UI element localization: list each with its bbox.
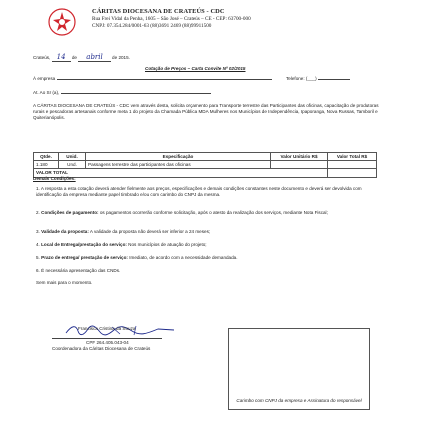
signer-role: Coordenadora da Cáritas Diocesana de Crateús (52, 346, 151, 351)
cell-unid: Und. (59, 161, 86, 169)
col-valor-unitario: Valor Unitário R$ (271, 153, 328, 161)
signer-name: Francisca Cristina da Souza (78, 326, 136, 331)
cell-valor-total (328, 161, 377, 169)
condition-number: 6. (36, 268, 40, 273)
condition-text: A validade da proposta não deverá ser inferior a 24 meses; (88, 229, 211, 234)
condition-text: A resposta a esta cotação deverá atender fielmente aos preços, especificações e demais condições constantes neste documento e deverá ser devolvida com identificação da empresa mediante papel timbrado e/ou com carimbo do CNPJ da mesma. (36, 186, 362, 197)
signature-line (52, 338, 162, 339)
col-qtde: Qtde. (34, 153, 59, 161)
org-address: Rua Frei Vidal da Penha, 1605 – São José – Crateús – CE - CEP: 63700-000 (92, 16, 251, 23)
condition-text: os pagamentos ocorrerão conforme solicitação, após o atesto da realização dos serviços, mediante Nota Fiscal; (98, 210, 328, 215)
date-month: abril (78, 53, 110, 62)
date-day: 14 (52, 53, 71, 62)
condition-item-2 (36, 210, 376, 216)
date-city: Crateús, (33, 55, 51, 60)
condition-text: É necessária apresentação das CNDs. (41, 268, 121, 273)
col-unid: Unid. (59, 153, 86, 161)
condition-item-3 (36, 229, 376, 235)
telefone-field (286, 75, 350, 82)
table-total-row (34, 169, 377, 177)
empresa-field (33, 75, 272, 82)
condition-number: 2. (36, 210, 40, 215)
condition-text: Imediato, de acordo com a necessidade demandada. (127, 255, 238, 260)
empresa-label: À empresa (33, 76, 56, 81)
telefone-blank (318, 75, 350, 80)
condition-item-5 (36, 255, 376, 261)
condition-item-4 (36, 242, 376, 248)
org-cnpj: CNPJ: 07.354.284/0001-63 (88)3691 2469 (88)99911500 (92, 23, 212, 30)
date-year: 2015. (118, 55, 130, 60)
ao-sr-label: At. Ao Sr (a), (33, 90, 60, 95)
condition-number: 5. (36, 255, 40, 260)
condition-item-6 (36, 268, 376, 274)
condition-label: Validade da proposta: (41, 229, 89, 234)
condition-number: 1. (36, 186, 40, 191)
quotation-table (33, 152, 377, 178)
condition-item-1 (36, 186, 376, 197)
signer-cpf: CPF 264.405.043-04 (86, 340, 129, 345)
cell-qtde: 1.180 (34, 161, 59, 169)
empresa-blank (57, 75, 272, 80)
condition-label: Local de Entrega/prestação do serviço: (41, 242, 127, 247)
document-title: Cotação de Preços – Carta Convite Nº 02/2015 (145, 66, 246, 71)
total-value (328, 169, 377, 177)
cell-especificacao: Passagens terrestre das participantes das oficinas (86, 161, 271, 169)
condition-number: 4. (36, 242, 40, 247)
caritas-logo (47, 7, 77, 37)
org-name: CÁRITAS DIOCESANA DE CRATEÚS - CDC (92, 8, 225, 15)
intro-paragraph: A CÁRITAS DIOCESANA DE CRATEÚS - CDC vem através desta, solicita orçamento para Transporte terrestre das Participantes das oficinas, capacitação de produtoras rurais e pescadoras artesanais conforme meta 1 do projeto da Chamada Pública MDA Mulheres nos Municípios de Independência, Ipaporanga, Nova Russas, Tamboril e Quiterianópolis. (33, 103, 379, 120)
total-label: VALOR TOTAL (34, 169, 328, 177)
stamp-box (228, 328, 370, 410)
table-row (34, 161, 377, 169)
col-especificacao: Especificação (86, 153, 271, 161)
col-valor-total: Valor Total R$ (328, 153, 377, 161)
date-de-2: de (112, 55, 118, 60)
condition-label: Prazo de entrega/ prestação de serviço: (41, 255, 128, 260)
conditions-heading: Demais Condições: (33, 176, 76, 181)
condition-number: 3. (36, 229, 40, 234)
letterhead (92, 8, 412, 29)
table-header-row (34, 153, 377, 161)
telefone-label: Telefone: (___) (286, 76, 317, 81)
cell-valor-unitario (271, 161, 328, 169)
stamp-caption: Carimbo com CNPJ da empresa e Assinatura do responsável (236, 398, 362, 404)
ao-sr-field (33, 89, 211, 96)
date-de-1: de (71, 55, 77, 60)
condition-text: Nos municípios de atuação do projeto; (126, 242, 207, 247)
ao-sr-blank (61, 89, 211, 94)
closing-text: Sem mais para o momento. (36, 280, 93, 285)
condition-label: Condições de pagamento: (41, 210, 99, 215)
date-line (33, 55, 130, 61)
